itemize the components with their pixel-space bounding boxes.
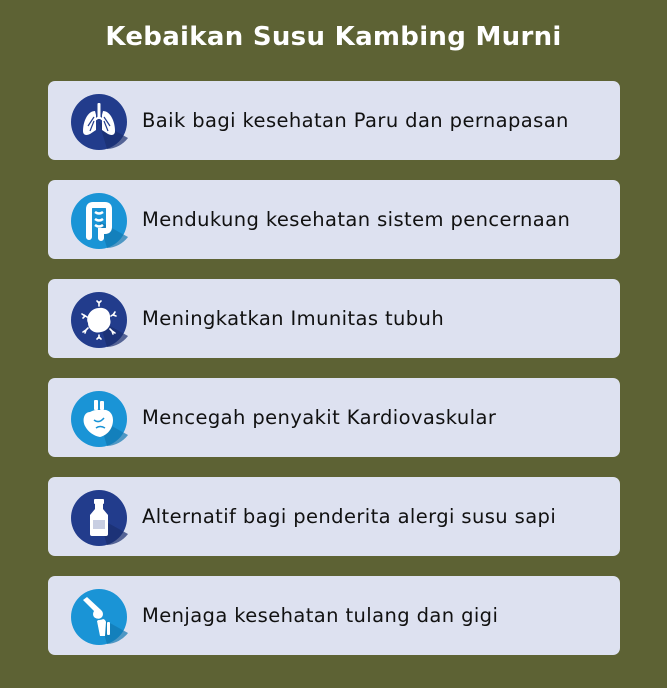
benefit-label: Mencegah penyakit Kardiovaskular (142, 406, 497, 429)
knee-joint-icon (70, 588, 128, 646)
benefit-card-lungs (48, 81, 620, 160)
benefit-label: Baik bagi kesehatan Paru dan pernapasan (142, 109, 569, 132)
benefit-card-bone (48, 576, 620, 655)
benefit-label: Alternatif bagi penderita alergi susu sapi (142, 505, 557, 528)
benefit-card-immunity (48, 279, 620, 358)
benefit-label: Menjaga kesehatan tulang dan gigi (142, 604, 499, 627)
benefit-label: Mendukung kesehatan sistem pencernaan (142, 208, 571, 231)
page-title: Kebaikan Susu Kambing Murni (105, 22, 562, 52)
benefit-card-heart (48, 378, 620, 457)
benefit-label: Meningkatkan Imunitas tubuh (142, 307, 445, 330)
heart-icon (70, 390, 128, 448)
milk-bottle-icon (70, 489, 128, 547)
benefit-card-milk (48, 477, 620, 556)
benefit-card-intestine (48, 180, 620, 259)
immune-cell-icon (70, 291, 128, 349)
benefits-list (48, 81, 620, 675)
intestine-icon (70, 192, 128, 250)
lungs-icon (70, 93, 128, 151)
